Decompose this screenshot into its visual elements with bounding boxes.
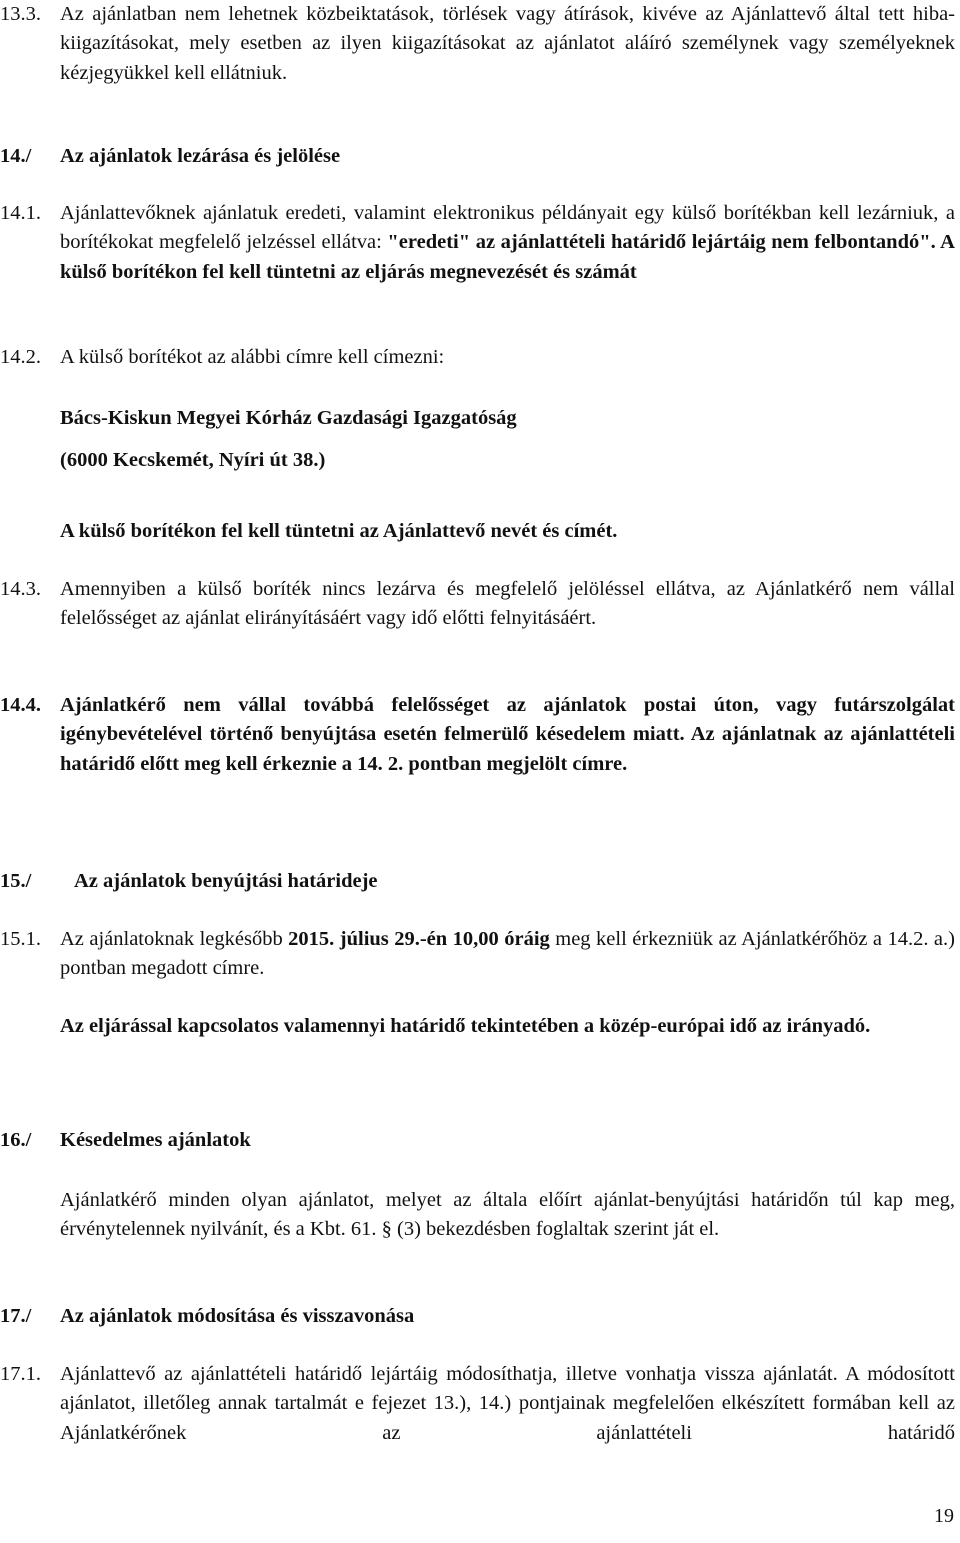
paragraph-text: Ajánlatkérő minden olyan ajánlatot, melyet az általa előírt ajánlat-benyújtási határidőn túl kap meg, érvénytelennek nyilvánít, és a Kbt. 61. § (3) bekezdésben foglaltak szerint ját el. bbox=[60, 1189, 955, 1241]
paragraph-13-3 bbox=[0, 0, 955, 88]
paragraph-number: 17.1. bbox=[0, 1363, 41, 1385]
text-part: meg kell érkezniük az Ajánlatkérőhöz a 14.2. a.) pontban megadott címre. bbox=[60, 928, 955, 980]
deadline-date: 2015. július 29.-én 10,00 óráig bbox=[288, 928, 550, 950]
section-title: Az ajánlatok módosítása és visszavonása bbox=[60, 1305, 415, 1327]
paragraph-text: Ajánlattevő az ajánlattételi határidő lejártáig módosíthatja, illetve vonhatja vissza ajánlatát. A módosított ajánlatot, illetőleg annak tartalmát e fejezet 13.), 14.) pontjainak megfelelően elkészített formában kell az Ajánlatkérőnek az ajánlattételi határidő bbox=[60, 1363, 955, 1444]
paragraph-text: Ajánlatkérő nem vállal továbbá felelősséget az ajánlatok postai úton, vagy futárszolgálat igénybevételével történő benyújtása esetén felmerülő késedelem miatt. Az ajánlatnak az ajánlattételi határidő előtt meg kell érkeznie a 14. 2. pontban megjelölt címre. bbox=[60, 694, 955, 775]
address-organization: Bács-Kiskun Megyei Kórház Gazdasági Igazgatóság bbox=[60, 407, 517, 429]
section-14-heading bbox=[0, 142, 341, 171]
paragraph-14-3 bbox=[0, 575, 955, 634]
text-part: Az ajánlatoknak legkésőbb bbox=[60, 928, 289, 950]
page-number: 19 bbox=[934, 1505, 954, 1527]
section-number: 15./ bbox=[0, 870, 32, 892]
paragraph-14-1 bbox=[0, 199, 955, 287]
paragraph-text: A külső borítékot az alábbi címre kell címezni: bbox=[60, 346, 445, 368]
envelope-note: A külső borítékon fel kell tüntetni az Ajánlattevő nevét és címét. bbox=[60, 520, 618, 542]
paragraph-number: 14.3. bbox=[0, 578, 41, 600]
paragraph-number: 13.3. bbox=[0, 3, 41, 25]
section-number: 14./ bbox=[0, 145, 32, 167]
paragraph-plain-text: Ajánlattevőknek ajánlatuk eredeti, valamint elektronikus példányait egy külső borítékban kell lezárniuk, a borítékokat megfelelő jelzéssel ellátva: bbox=[60, 202, 955, 254]
paragraph-text: Az ajánlatban nem lehetnek közbeiktatások, törlések vagy átírások, kivéve az Ajánlattevő által tett hiba-kiigazításokat, mely esetben az ilyen kiigazításokat az ajánlatot aláíró személynek vagy személyeknek kézjegyükkel kell ellátniuk. bbox=[60, 3, 955, 84]
section-16-heading bbox=[0, 1126, 251, 1155]
paragraph-17-1 bbox=[0, 1360, 955, 1448]
section-17-heading bbox=[0, 1302, 415, 1331]
paragraph-text bbox=[60, 199, 955, 287]
section-title: Késedelmes ajánlatok bbox=[60, 1129, 251, 1151]
paragraph-text: Amennyiben a külső boríték nincs lezárva és megfelelő jelöléssel ellátva, az Ajánlatkérő nem vállal felelősséget az ajánlat elirányításáért vagy idő előtti felnyitásáért. bbox=[60, 578, 955, 630]
paragraph-bold-text: "eredeti" az ajánlattételi határidő lejártáig nem felbontandó". A külső borítékon fel kell tüntetni az eljárás megnevezését és számát bbox=[60, 231, 955, 283]
paragraph-number: 14.1. bbox=[0, 202, 41, 224]
paragraph-14-2 bbox=[0, 343, 445, 372]
paragraph-15-1 bbox=[0, 925, 955, 984]
paragraph-number: 14.2. bbox=[0, 346, 41, 368]
section-title: Az ajánlatok lezárása és jelölése bbox=[60, 145, 341, 167]
paragraph-text bbox=[60, 925, 955, 984]
paragraph-14-4 bbox=[0, 691, 955, 779]
paragraph-16 bbox=[0, 1186, 955, 1245]
paragraph-timezone bbox=[0, 1012, 955, 1041]
section-number: 17./ bbox=[0, 1305, 32, 1327]
paragraph-number: 15.1. bbox=[0, 928, 41, 950]
section-15-heading bbox=[0, 867, 378, 896]
section-title: Az ajánlatok benyújtási határideje bbox=[74, 870, 378, 892]
paragraph-text: Az eljárással kapcsolatos valamennyi határidő tekintetében a közép-európai idő az irányadó. bbox=[60, 1015, 871, 1037]
section-number: 16./ bbox=[0, 1129, 32, 1151]
address-line: (6000 Kecskemét, Nyíri út 38.) bbox=[60, 449, 326, 471]
paragraph-number: 14.4. bbox=[0, 694, 41, 716]
